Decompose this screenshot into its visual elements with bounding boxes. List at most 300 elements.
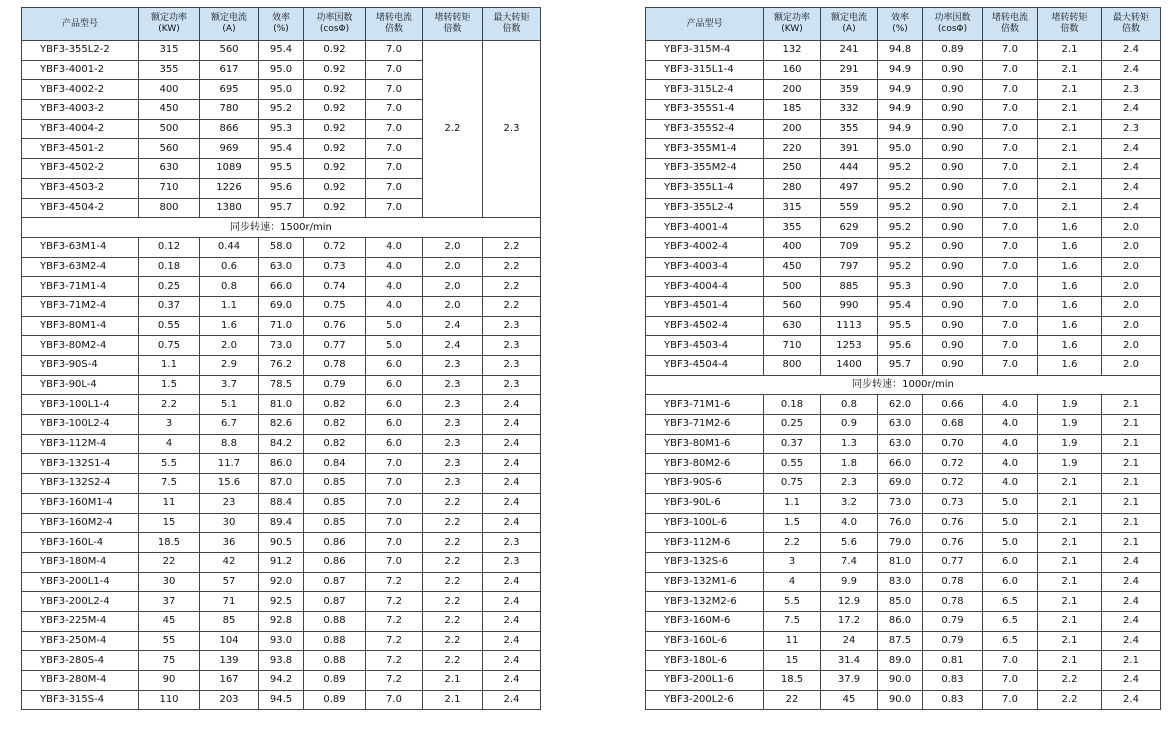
col-header-model: 产品型号 xyxy=(22,8,139,41)
efficiency-cell: 95.3 xyxy=(878,277,923,297)
locked-rotor-current-cell: 7.0 xyxy=(366,178,423,198)
current-cell: 241 xyxy=(821,41,878,61)
current-cell: 3.7 xyxy=(200,375,259,395)
locked-rotor-current-cell: 7.2 xyxy=(366,592,423,612)
power-factor-cell: 0.88 xyxy=(304,651,366,671)
table-row xyxy=(646,257,1161,277)
power-factor-cell: 0.88 xyxy=(304,631,366,651)
table-row xyxy=(22,316,541,336)
current-cell: 2.3 xyxy=(821,474,878,494)
table-row xyxy=(646,395,1161,415)
power-factor-cell: 0.90 xyxy=(923,100,983,120)
efficiency-cell: 94.5 xyxy=(259,690,304,710)
efficiency-cell: 83.0 xyxy=(878,572,923,592)
power-cell: 0.25 xyxy=(764,415,821,435)
model-cell: YBF3-4501-2 xyxy=(22,139,139,159)
power-factor-cell: 0.92 xyxy=(304,60,366,80)
power-cell: 11 xyxy=(764,631,821,651)
power-cell: 7.5 xyxy=(764,611,821,631)
efficiency-cell: 89.0 xyxy=(878,651,923,671)
locked-rotor-torque-cell: 2.2 xyxy=(1038,671,1102,691)
power-factor-cell: 0.66 xyxy=(923,395,983,415)
max-torque-cell: 2.4 xyxy=(483,415,541,435)
power-cell: 15 xyxy=(764,651,821,671)
current-cell: 0.9 xyxy=(821,415,878,435)
locked-rotor-current-cell: 7.2 xyxy=(366,631,423,651)
max-torque-cell: 2.4 xyxy=(483,592,541,612)
max-torque-cell: 2.4 xyxy=(1102,592,1161,612)
power-cell: 15 xyxy=(139,513,200,533)
efficiency-cell: 94.9 xyxy=(878,119,923,139)
efficiency-cell: 95.3 xyxy=(259,119,304,139)
locked-rotor-current-cell: 4.0 xyxy=(366,257,423,277)
locked-rotor-current-cell: 6.0 xyxy=(983,572,1038,592)
table-row xyxy=(646,336,1161,356)
table-row xyxy=(646,572,1161,592)
table-row xyxy=(646,296,1161,316)
max-torque-cell: 2.4 xyxy=(1102,100,1161,120)
table-row xyxy=(22,434,541,454)
locked-rotor-current-cell: 7.0 xyxy=(983,690,1038,710)
locked-rotor-torque-cell: 2.1 xyxy=(1038,552,1102,572)
model-cell: YBF3-4002-2 xyxy=(22,80,139,100)
power-cell: 710 xyxy=(139,178,200,198)
power-cell: 450 xyxy=(139,100,200,120)
power-cell: 355 xyxy=(764,218,821,238)
efficiency-cell: 81.0 xyxy=(878,552,923,572)
current-cell: 6.7 xyxy=(200,415,259,435)
model-cell: YBF3-4001-4 xyxy=(646,218,764,238)
max-torque-cell: 2.4 xyxy=(483,690,541,710)
current-cell: 3.2 xyxy=(821,493,878,513)
spec-table-right xyxy=(645,7,1161,710)
model-cell: YBF3-355L2-2 xyxy=(22,41,139,61)
power-factor-cell: 0.72 xyxy=(923,454,983,474)
header-row xyxy=(22,8,541,41)
locked-rotor-current-cell: 7.0 xyxy=(983,651,1038,671)
locked-rotor-torque-cell: 2.1 xyxy=(1038,100,1102,120)
model-cell: YBF3-71M1-4 xyxy=(22,277,139,297)
current-cell: 1.1 xyxy=(200,296,259,316)
max-torque-cell: 2.0 xyxy=(1102,257,1161,277)
max-torque-cell: 2.1 xyxy=(1102,533,1161,553)
table-row xyxy=(22,257,541,277)
power-cell: 3 xyxy=(764,552,821,572)
power-cell: 315 xyxy=(139,41,200,61)
max-torque-cell: 2.4 xyxy=(1102,41,1161,61)
table-row xyxy=(22,631,541,651)
current-cell: 990 xyxy=(821,296,878,316)
efficiency-cell: 95.0 xyxy=(259,80,304,100)
power-cell: 11 xyxy=(139,493,200,513)
efficiency-cell: 95.6 xyxy=(878,336,923,356)
power-factor-cell: 0.89 xyxy=(304,690,366,710)
max-torque-cell: 2.0 xyxy=(1102,336,1161,356)
efficiency-cell: 94.9 xyxy=(878,60,923,80)
power-cell: 4 xyxy=(764,572,821,592)
locked-rotor-torque-cell: 2.2 xyxy=(423,513,483,533)
locked-rotor-current-cell: 7.0 xyxy=(983,159,1038,179)
max-torque-cell: 2.4 xyxy=(483,572,541,592)
model-cell: YBF3-132M2-6 xyxy=(646,592,764,612)
current-cell: 0.6 xyxy=(200,257,259,277)
locked-rotor-current-cell: 6.0 xyxy=(366,375,423,395)
max-torque-cell: 2.0 xyxy=(1102,277,1161,297)
power-factor-cell: 0.76 xyxy=(923,533,983,553)
efficiency-cell: 95.0 xyxy=(878,139,923,159)
locked-rotor-current-cell: 7.0 xyxy=(983,178,1038,198)
table-row xyxy=(22,336,541,356)
current-cell: 5.6 xyxy=(821,533,878,553)
locked-rotor-current-cell: 7.0 xyxy=(366,198,423,218)
table-row xyxy=(646,493,1161,513)
section-row xyxy=(646,375,1161,395)
power-factor-cell: 0.73 xyxy=(304,257,366,277)
model-cell: YBF3-180L-6 xyxy=(646,651,764,671)
model-cell: YBF3-315M-4 xyxy=(646,41,764,61)
locked-rotor-current-cell: 4.0 xyxy=(983,415,1038,435)
efficiency-cell: 95.6 xyxy=(259,178,304,198)
table-row xyxy=(22,651,541,671)
table-row xyxy=(646,671,1161,691)
current-cell: 8.8 xyxy=(200,434,259,454)
current-cell: 291 xyxy=(821,60,878,80)
efficiency-cell: 95.7 xyxy=(878,356,923,376)
efficiency-cell: 73.0 xyxy=(878,493,923,513)
power-factor-cell: 0.90 xyxy=(923,237,983,257)
power-factor-cell: 0.83 xyxy=(923,671,983,691)
power-cell: 560 xyxy=(764,296,821,316)
power-factor-cell: 0.85 xyxy=(304,513,366,533)
table-row xyxy=(646,356,1161,376)
power-factor-cell: 0.86 xyxy=(304,552,366,572)
current-cell: 1113 xyxy=(821,316,878,336)
current-cell: 7.4 xyxy=(821,552,878,572)
max-torque-cell: 2.4 xyxy=(483,454,541,474)
max-torque-cell: 2.4 xyxy=(1102,552,1161,572)
table-row xyxy=(646,415,1161,435)
locked-rotor-current-cell: 6.0 xyxy=(366,434,423,454)
locked-rotor-torque-cell: 2.1 xyxy=(1038,651,1102,671)
max-torque-cell: 2.4 xyxy=(483,434,541,454)
table-row xyxy=(22,375,541,395)
max-torque-cell: 2.1 xyxy=(1102,454,1161,474)
efficiency-cell: 95.2 xyxy=(878,159,923,179)
locked-rotor-current-cell: 7.0 xyxy=(983,356,1038,376)
current-cell: 57 xyxy=(200,572,259,592)
locked-rotor-current-cell: 7.0 xyxy=(983,237,1038,257)
efficiency-cell: 66.0 xyxy=(878,454,923,474)
locked-rotor-torque-cell: 2.2 xyxy=(423,651,483,671)
max-torque-cell: 2.1 xyxy=(1102,415,1161,435)
locked-rotor-torque-cell: 1.6 xyxy=(1038,296,1102,316)
current-cell: 866 xyxy=(200,119,259,139)
section-heading: 同步转速：1500r/min xyxy=(22,218,541,238)
efficiency-cell: 69.0 xyxy=(878,474,923,494)
current-cell: 23 xyxy=(200,493,259,513)
max-torque-cell: 2.3 xyxy=(483,356,541,376)
efficiency-cell: 95.2 xyxy=(878,237,923,257)
max-torque-cell: 2.1 xyxy=(1102,474,1161,494)
max-torque-cell: 2.1 xyxy=(1102,493,1161,513)
power-cell: 0.25 xyxy=(139,277,200,297)
power-factor-cell: 0.79 xyxy=(923,611,983,631)
locked-rotor-torque-cell: 1.9 xyxy=(1038,415,1102,435)
max-torque-cell: 2.1 xyxy=(1102,395,1161,415)
model-cell: YBF3-355L1-4 xyxy=(646,178,764,198)
table-row xyxy=(22,41,541,61)
locked-rotor-current-cell: 4.0 xyxy=(983,454,1038,474)
power-factor-cell: 0.92 xyxy=(304,198,366,218)
power-factor-cell: 0.90 xyxy=(923,139,983,159)
max-torque-cell: 2.4 xyxy=(1102,178,1161,198)
power-factor-cell: 0.92 xyxy=(304,178,366,198)
efficiency-cell: 94.8 xyxy=(878,41,923,61)
efficiency-cell: 95.2 xyxy=(259,100,304,120)
power-cell: 200 xyxy=(764,80,821,100)
efficiency-cell: 85.0 xyxy=(878,592,923,612)
section-row xyxy=(22,218,541,238)
locked-rotor-current-cell: 7.0 xyxy=(366,60,423,80)
table-row xyxy=(646,434,1161,454)
power-factor-cell: 0.77 xyxy=(304,336,366,356)
power-cell: 630 xyxy=(764,316,821,336)
current-cell: 1226 xyxy=(200,178,259,198)
locked-rotor-current-cell: 7.0 xyxy=(366,119,423,139)
power-factor-cell: 0.92 xyxy=(304,159,366,179)
model-cell: YBF3-4503-4 xyxy=(646,336,764,356)
current-cell: 37.9 xyxy=(821,671,878,691)
col-header-locked-rotor-torque: 堵转转矩 倍数 xyxy=(1038,8,1102,41)
power-cell: 220 xyxy=(764,139,821,159)
power-cell: 560 xyxy=(139,139,200,159)
model-cell: YBF3-280M-4 xyxy=(22,671,139,691)
efficiency-cell: 90.5 xyxy=(259,533,304,553)
efficiency-cell: 79.0 xyxy=(878,533,923,553)
power-factor-cell: 0.75 xyxy=(304,296,366,316)
power-factor-cell: 0.82 xyxy=(304,434,366,454)
power-factor-cell: 0.90 xyxy=(923,336,983,356)
model-cell: YBF3-355L2-4 xyxy=(646,198,764,218)
power-cell: 0.75 xyxy=(139,336,200,356)
locked-rotor-current-cell: 7.2 xyxy=(366,572,423,592)
power-factor-cell: 0.79 xyxy=(304,375,366,395)
current-cell: 709 xyxy=(821,237,878,257)
locked-rotor-torque-cell: 1.9 xyxy=(1038,434,1102,454)
locked-rotor-current-cell: 7.0 xyxy=(366,474,423,494)
locked-rotor-current-cell: 6.5 xyxy=(983,592,1038,612)
table-row xyxy=(646,41,1161,61)
power-cell: 315 xyxy=(764,198,821,218)
model-cell: YBF3-225M-4 xyxy=(22,611,139,631)
locked-rotor-torque-cell: 2.1 xyxy=(1038,41,1102,61)
power-cell: 250 xyxy=(764,159,821,179)
col-header-current: 额定电流 (A) xyxy=(200,8,259,41)
power-factor-cell: 0.92 xyxy=(304,80,366,100)
current-cell: 332 xyxy=(821,100,878,120)
locked-rotor-current-cell: 4.0 xyxy=(366,277,423,297)
current-cell: 36 xyxy=(200,533,259,553)
max-torque-cell: 2.4 xyxy=(1102,690,1161,710)
power-cell: 110 xyxy=(139,690,200,710)
locked-rotor-torque-cell: 2.1 xyxy=(423,690,483,710)
table-row xyxy=(646,80,1161,100)
locked-rotor-torque-cell: 2.3 xyxy=(423,454,483,474)
table-row xyxy=(22,572,541,592)
table-row xyxy=(22,474,541,494)
power-cell: 0.18 xyxy=(764,395,821,415)
efficiency-cell: 78.5 xyxy=(259,375,304,395)
locked-rotor-torque-cell: 1.9 xyxy=(1038,395,1102,415)
max-torque-cell: 2.4 xyxy=(483,493,541,513)
table-row xyxy=(646,611,1161,631)
locked-rotor-torque-cell: 2.1 xyxy=(1038,198,1102,218)
power-cell: 800 xyxy=(139,198,200,218)
efficiency-cell: 69.0 xyxy=(259,296,304,316)
model-cell: YBF3-90L-4 xyxy=(22,375,139,395)
model-cell: YBF3-80M1-6 xyxy=(646,434,764,454)
spec-table-left xyxy=(21,7,541,710)
locked-rotor-current-cell: 7.0 xyxy=(983,60,1038,80)
locked-rotor-current-cell: 7.0 xyxy=(983,277,1038,297)
table-row xyxy=(22,493,541,513)
power-factor-cell: 0.90 xyxy=(923,178,983,198)
efficiency-cell: 95.5 xyxy=(878,316,923,336)
max-torque-cell: 2.4 xyxy=(1102,631,1161,651)
power-cell: 5.5 xyxy=(764,592,821,612)
max-torque-cell: 2.3 xyxy=(483,316,541,336)
max-torque-cell: 2.3 xyxy=(483,375,541,395)
power-cell: 710 xyxy=(764,336,821,356)
power-factor-cell: 0.78 xyxy=(304,356,366,376)
locked-rotor-current-cell: 7.0 xyxy=(983,257,1038,277)
model-cell: YBF3-160L-4 xyxy=(22,533,139,553)
current-cell: 1380 xyxy=(200,198,259,218)
max-torque-cell: 2.2 xyxy=(483,296,541,316)
max-torque-cell: 2.3 xyxy=(1102,80,1161,100)
model-cell: YBF3-4502-2 xyxy=(22,159,139,179)
locked-rotor-current-cell: 6.0 xyxy=(366,395,423,415)
power-factor-cell: 0.76 xyxy=(923,513,983,533)
power-factor-cell: 0.73 xyxy=(923,493,983,513)
current-cell: 31.4 xyxy=(821,651,878,671)
power-cell: 400 xyxy=(139,80,200,100)
model-cell: YBF3-112M-4 xyxy=(22,434,139,454)
efficiency-cell: 95.2 xyxy=(878,198,923,218)
max-torque-cell: 2.0 xyxy=(1102,218,1161,238)
power-factor-cell: 0.90 xyxy=(923,316,983,336)
efficiency-cell: 86.0 xyxy=(259,454,304,474)
power-cell: 30 xyxy=(139,572,200,592)
current-cell: 391 xyxy=(821,139,878,159)
efficiency-cell: 92.8 xyxy=(259,611,304,631)
power-factor-cell: 0.87 xyxy=(304,592,366,612)
model-cell: YBF3-200L1-6 xyxy=(646,671,764,691)
power-cell: 400 xyxy=(764,237,821,257)
efficiency-cell: 86.0 xyxy=(878,611,923,631)
power-factor-cell: 0.92 xyxy=(304,41,366,61)
table-body-left xyxy=(22,41,541,710)
current-cell: 355 xyxy=(821,119,878,139)
power-cell: 185 xyxy=(764,100,821,120)
max-torque-cell: 2.2 xyxy=(483,237,541,257)
model-cell: YBF3-355S2-4 xyxy=(646,119,764,139)
max-torque-cell: 2.3 xyxy=(1102,119,1161,139)
locked-rotor-current-cell: 6.0 xyxy=(366,356,423,376)
power-cell: 0.37 xyxy=(764,434,821,454)
power-factor-cell: 0.89 xyxy=(304,671,366,691)
max-torque-cell: 2.1 xyxy=(1102,651,1161,671)
locked-rotor-current-cell: 5.0 xyxy=(983,513,1038,533)
table-row xyxy=(646,178,1161,198)
locked-rotor-torque-cell: 1.6 xyxy=(1038,336,1102,356)
locked-rotor-current-cell: 7.0 xyxy=(983,336,1038,356)
current-cell: 1400 xyxy=(821,356,878,376)
locked-rotor-current-cell: 7.2 xyxy=(366,671,423,691)
locked-rotor-torque-cell: 2.1 xyxy=(1038,592,1102,612)
model-cell: YBF3-4003-2 xyxy=(22,100,139,120)
current-cell: 885 xyxy=(821,277,878,297)
section-heading: 同步转速：1000r/min xyxy=(646,375,1161,395)
model-cell: YBF3-132M1-6 xyxy=(646,572,764,592)
locked-rotor-current-cell: 4.0 xyxy=(366,296,423,316)
current-cell: 617 xyxy=(200,60,259,80)
model-cell: YBF3-4001-2 xyxy=(22,60,139,80)
col-header-power-factor: 功率因数 (cosΦ) xyxy=(304,8,366,41)
efficiency-cell: 95.4 xyxy=(878,296,923,316)
model-cell: YBF3-200L2-4 xyxy=(22,592,139,612)
locked-rotor-torque-cell: 2.1 xyxy=(1038,611,1102,631)
locked-rotor-current-cell: 7.0 xyxy=(366,552,423,572)
power-cell: 500 xyxy=(139,119,200,139)
model-cell: YBF3-100L-6 xyxy=(646,513,764,533)
locked-rotor-torque-cell: 2.1 xyxy=(1038,493,1102,513)
efficiency-cell: 95.4 xyxy=(259,139,304,159)
model-cell: YBF3-4502-4 xyxy=(646,316,764,336)
model-cell: YBF3-80M1-4 xyxy=(22,316,139,336)
locked-rotor-torque-cell: 2.1 xyxy=(1038,513,1102,533)
max-torque-cell: 2.3 xyxy=(483,552,541,572)
table-row xyxy=(22,395,541,415)
current-cell: 629 xyxy=(821,218,878,238)
current-cell: 139 xyxy=(200,651,259,671)
current-cell: 1.8 xyxy=(821,454,878,474)
col-header-max-torque: 最大转矩 倍数 xyxy=(1102,8,1161,41)
table-row xyxy=(646,454,1161,474)
model-cell: YBF3-315S-4 xyxy=(22,690,139,710)
power-cell: 55 xyxy=(139,631,200,651)
locked-rotor-current-cell: 4.0 xyxy=(366,237,423,257)
power-cell: 0.37 xyxy=(139,296,200,316)
model-cell: YBF3-4002-4 xyxy=(646,237,764,257)
table-row xyxy=(646,198,1161,218)
power-factor-cell: 0.68 xyxy=(923,415,983,435)
model-cell: YBF3-4504-2 xyxy=(22,198,139,218)
locked-rotor-current-cell: 7.0 xyxy=(366,513,423,533)
max-torque-cell: 2.3 xyxy=(483,336,541,356)
efficiency-cell: 95.2 xyxy=(878,218,923,238)
efficiency-cell: 84.2 xyxy=(259,434,304,454)
table-row xyxy=(646,552,1161,572)
efficiency-cell: 94.2 xyxy=(259,671,304,691)
model-cell: YBF3-160L-6 xyxy=(646,631,764,651)
efficiency-cell: 63.0 xyxy=(259,257,304,277)
table-row xyxy=(22,296,541,316)
locked-rotor-current-cell: 7.2 xyxy=(366,651,423,671)
locked-rotor-torque-cell: 1.6 xyxy=(1038,277,1102,297)
model-cell: YBF3-4501-4 xyxy=(646,296,764,316)
current-cell: 0.8 xyxy=(821,395,878,415)
